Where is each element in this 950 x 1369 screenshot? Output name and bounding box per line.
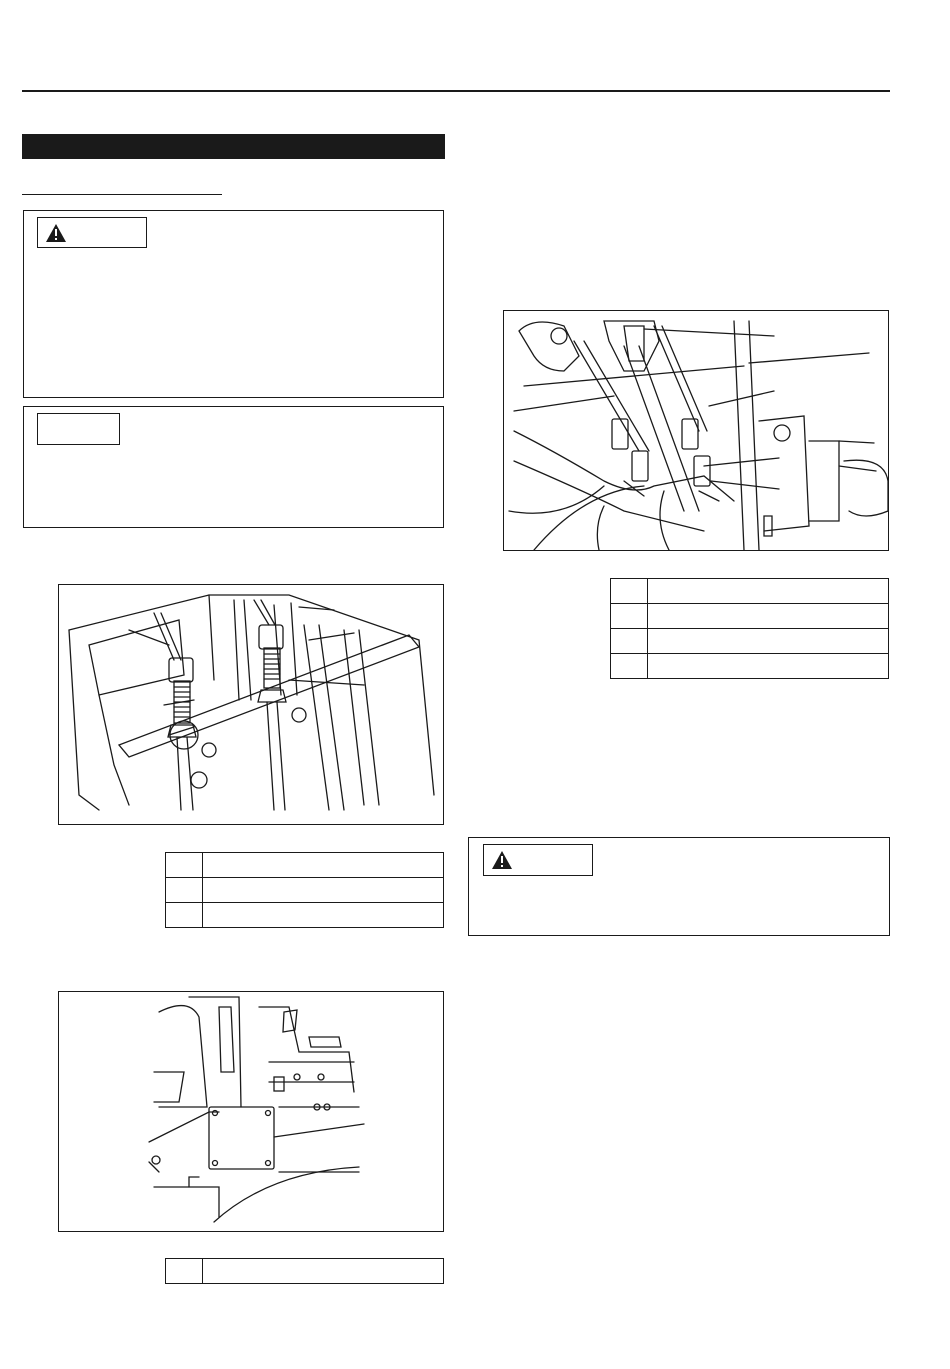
legend-key xyxy=(611,579,648,604)
legend-key xyxy=(166,903,203,928)
warning-box xyxy=(23,210,444,398)
figure-access-panel xyxy=(58,991,444,1232)
control-cables-illustration xyxy=(504,311,888,550)
legend-text xyxy=(648,654,889,679)
legend-row xyxy=(166,1259,444,1284)
cable-adjusters-illustration xyxy=(59,585,443,824)
legend-text xyxy=(648,629,889,654)
legend-table-cable-adjusters xyxy=(165,852,444,928)
legend-text xyxy=(648,579,889,604)
warning-label xyxy=(37,217,147,248)
figure-cable-adjusters xyxy=(58,584,444,825)
legend-text xyxy=(203,878,444,903)
legend-row xyxy=(166,853,444,878)
legend-key xyxy=(611,654,648,679)
legend-text xyxy=(203,853,444,878)
legend-text xyxy=(203,903,444,928)
access-panel-illustration xyxy=(59,992,443,1231)
subheading-underline xyxy=(22,194,222,195)
legend-row xyxy=(611,629,889,654)
legend-row xyxy=(611,654,889,679)
legend-key xyxy=(166,1259,203,1284)
legend-table-control-cables xyxy=(610,578,889,679)
section-title-bar xyxy=(22,134,445,159)
legend-text xyxy=(648,604,889,629)
legend-table-access-panel xyxy=(165,1258,444,1284)
notice-box xyxy=(23,406,444,528)
legend-row xyxy=(611,604,889,629)
figure-control-cables xyxy=(503,310,889,551)
legend-row xyxy=(166,903,444,928)
legend-key xyxy=(166,878,203,903)
legend-key xyxy=(611,604,648,629)
warning-triangle-icon xyxy=(45,223,67,243)
warning-box-right xyxy=(468,837,890,936)
legend-key xyxy=(166,853,203,878)
legend-key xyxy=(611,629,648,654)
warning-triangle-icon xyxy=(491,850,513,870)
header-rule xyxy=(22,90,890,92)
legend-row xyxy=(166,878,444,903)
legend-text xyxy=(203,1259,444,1284)
warning-label-right xyxy=(483,844,593,876)
legend-row xyxy=(611,579,889,604)
notice-label xyxy=(37,413,120,445)
